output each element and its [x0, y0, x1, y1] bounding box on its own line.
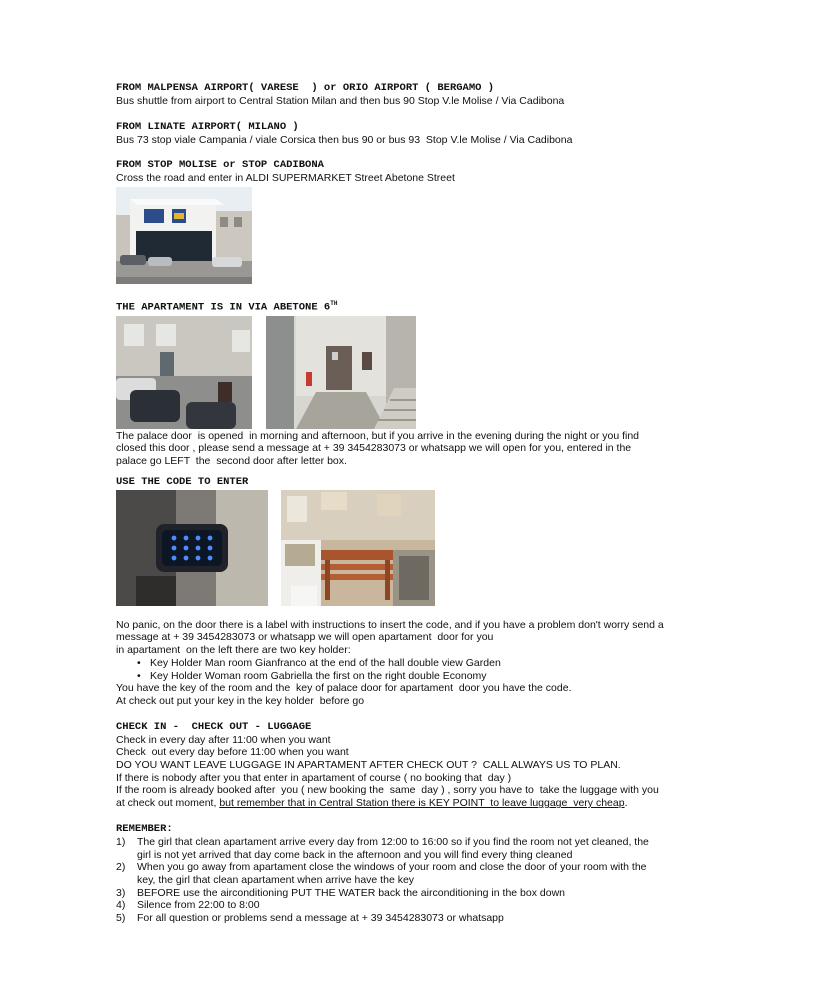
- list-item: 3) BEFORE use the airconditioning PUT THE WATER back the airconditioning in the box down: [116, 886, 565, 899]
- molise-text: Cross the road and enter in ALDI SUPERMARKET Street Abetone Street: [116, 172, 455, 185]
- list-item: 5) For all question or problems send a message at + 39 3454283073 or whatsapp: [116, 912, 504, 925]
- apartment-text: The palace door is opened in morning and afternoon, but if you arrive in the evening during the night or you find closed this door , please send a message at + 39 3454283073 or whatsapp we will open for you, entered in the palace go LEFT the second door after letter box.: [116, 429, 642, 468]
- aldi-supermarket-photo: [116, 187, 252, 284]
- apartment-photos: [116, 316, 716, 429]
- code-heading: USE THE CODE TO ENTER: [116, 475, 249, 488]
- apartment-heading: THE APARTAMENT IS IN VIA ABETONE 6TH: [116, 300, 338, 314]
- code-text-2: in apartament on the left there are two key holder:: [116, 644, 351, 657]
- list-item: 4) Silence from 22:00 to 8:00: [116, 899, 260, 912]
- checkin-line: Check out every day before 11:00 when you want: [116, 746, 349, 759]
- key-holder-list: [116, 657, 716, 682]
- remember-list: [116, 836, 662, 925]
- code-text-1: No panic, on the door there is a label with instructions to insert the code, and if you have a problem don't worry send a message at + 39 3454283073 or whatsapp we will open apartament door for you: [116, 618, 667, 644]
- checkin-line: DO YOU WANT LEAVE LUGGAGE IN APARTAMENT AFTER CHECK OUT ? CALL ALWAYS US TO PLAN.: [116, 759, 621, 772]
- linate-heading: FROM LINATE AIRPORT( MILANO ): [116, 120, 299, 133]
- list-item: 1) The girl that clean apartament arrive every day from 12:00 to 16:00 so if you find the room not yet cleaned, the girl is not yet arrived that day come back in the afternoon and you will find every thing cleaned: [116, 835, 649, 861]
- malpensa-heading: FROM MALPENSA AIRPORT( VARESE ) or ORIO AIRPORT ( BERGAMO ): [116, 82, 495, 94]
- checkin-line: If there is nobody after you that enter in apartament of course ( no booking that day ): [116, 771, 512, 784]
- document-page: [116, 82, 716, 925]
- list-item: 2) When you go away from apartament close the windows of your room and close the door of your room with the key, the girl that clean apartament when arrive have the key: [116, 861, 647, 886]
- list-item: • Key Holder Woman room Gabriella the first on the right double Economy: [150, 670, 716, 683]
- checkin-heading: CHECK IN - CHECK OUT - LUGGAGE: [116, 720, 312, 733]
- checkin-luggage-text: If the room is already booked after you ( new booking the same day ) , sorry you have to take the luggage with you at check out moment, but remember that in Central Station there is KEY POINT to leave luggage very cheap.: [116, 784, 662, 810]
- linate-text: Bus 73 stop viale Campania / viale Corsica then bus 90 or bus 93 Stop V.le Molise / Via Cadibona: [116, 133, 573, 146]
- hallway-photo: [266, 316, 416, 429]
- list-item: • Key Holder Man room Gianfranco at the end of the hall double view Garden: [150, 657, 716, 670]
- code-text-3: You have the key of the room and the key of palace door for apartament door you have the code.: [116, 682, 572, 695]
- code-photos: [116, 490, 716, 606]
- remember-heading: REMEMBER:: [116, 822, 173, 835]
- key-point-note: but remember that in Central Station there is KEY POINT to leave luggage very cheap: [219, 797, 625, 810]
- molise-heading: FROM STOP MOLISE or STOP CADIBONA: [116, 159, 324, 172]
- checkin-line: Check in every day after 11:00 when you want: [116, 733, 331, 746]
- key-holder-photo: [281, 490, 435, 606]
- malpensa-text: Bus shuttle from airport to Central Station Milan and then bus 90 Stop V.le Molise / Via Cadibona: [116, 95, 565, 107]
- street-photo: [116, 316, 252, 429]
- code-text-4: At check out put your key in the key holder before go: [116, 694, 365, 707]
- keypad-photo: [116, 490, 268, 606]
